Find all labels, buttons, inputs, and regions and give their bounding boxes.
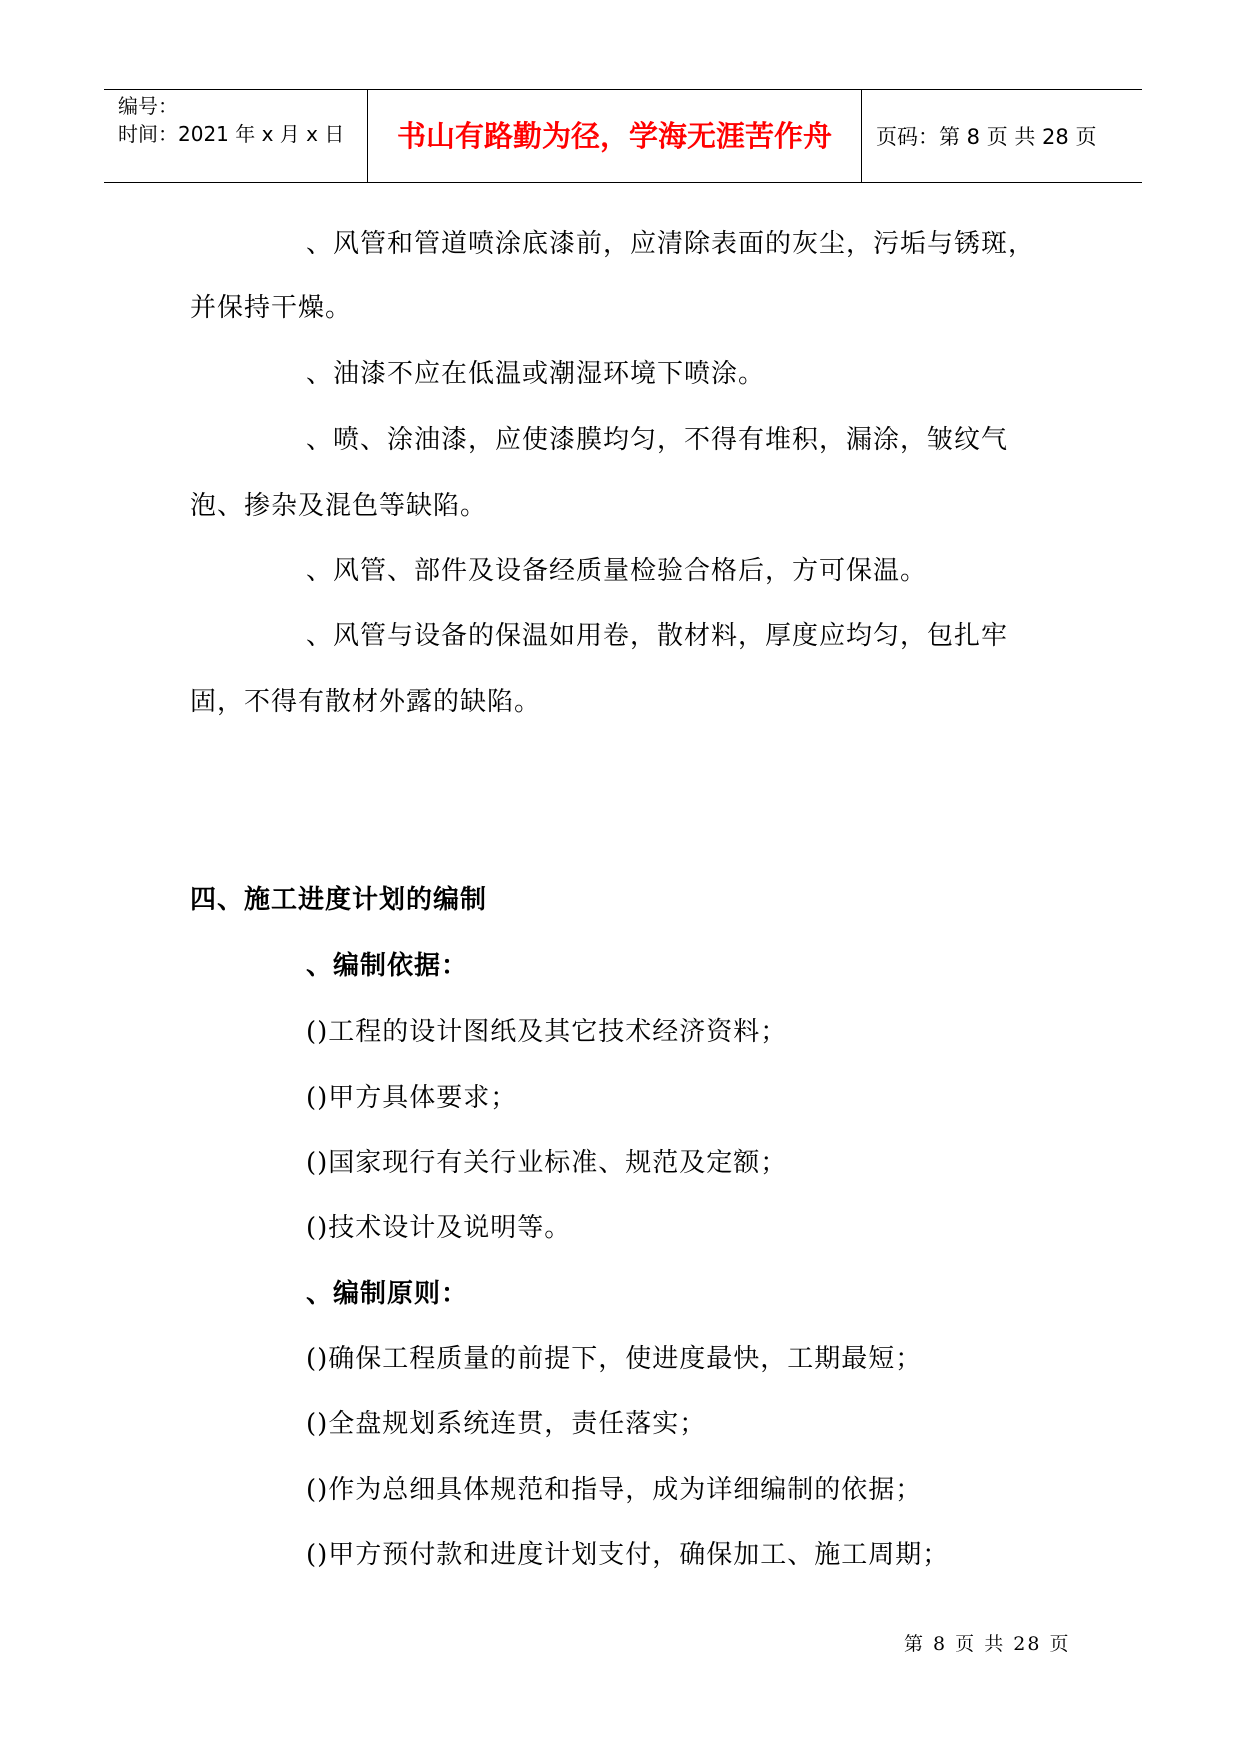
header-table xyxy=(104,89,1142,183)
header-info-cell xyxy=(104,90,368,182)
section-heading: 四、施工进度计划的编制 xyxy=(190,885,488,915)
subsection-heading-basis: 、编制依据： xyxy=(306,951,469,981)
subsection-heading-principles: 、编制原则： xyxy=(306,1279,469,1309)
header-motto-cell xyxy=(368,90,862,182)
principle-item: ()全盘规划系统连贯，责任落实； xyxy=(306,1409,707,1439)
principle-item: ()作为总细具体规范和指导，成为详细编制的依据； xyxy=(306,1475,923,1505)
principle-item: ()甲方预付款和进度计划支付，确保加工、施工周期； xyxy=(306,1540,950,1570)
principle-item: ()确保工程质量的前提下，使进度最快，工期最短； xyxy=(306,1344,923,1374)
basis-item: ()甲方具体要求； xyxy=(306,1083,518,1113)
page-footer: 第 8 页 共 28 页 xyxy=(904,1633,1071,1655)
header-page-cell xyxy=(862,90,1142,182)
page-label: 页码：第 8 页 共 28 页 xyxy=(876,125,1097,149)
paragraph-4: 、风管、部件及设备经质量检验合格后，方可保温。 xyxy=(306,556,928,586)
motto-text: 书山有路勤为径，学海无涯苦作舟 xyxy=(396,119,832,153)
paragraph-2: 、油漆不应在低温或潮湿环境下喷涂。 xyxy=(306,359,766,389)
paragraph-5-line-2: 固，不得有散材外露的缺陷。 xyxy=(190,687,542,717)
basis-item: ()技术设计及说明等。 xyxy=(306,1213,572,1243)
basis-item: ()国家现行有关行业标准、规范及定额； xyxy=(306,1148,788,1178)
paragraph-1-line-2: 并保持干燥。 xyxy=(190,293,353,323)
paragraph-5-line-1: 、风管与设备的保温如用卷，散材料，厚度应均匀，包扎牢 xyxy=(306,621,1009,651)
basis-item: ()工程的设计图纸及其它技术经济资料； xyxy=(306,1017,788,1047)
paragraph-3-line-1: 、喷、涂油漆，应使漆膜均匀，不得有堆积，漏涂，皱纹气 xyxy=(306,425,1009,455)
paragraph-1-line-1: 、风管和管道喷涂底漆前，应清除表面的灰尘，污垢与锈斑， xyxy=(306,229,1036,259)
time-label: 时间：2021 年 x 月 x 日 xyxy=(118,122,345,146)
number-label: 编号： xyxy=(118,94,178,118)
paragraph-3-line-2: 泡、掺杂及混色等缺陷。 xyxy=(190,491,488,521)
